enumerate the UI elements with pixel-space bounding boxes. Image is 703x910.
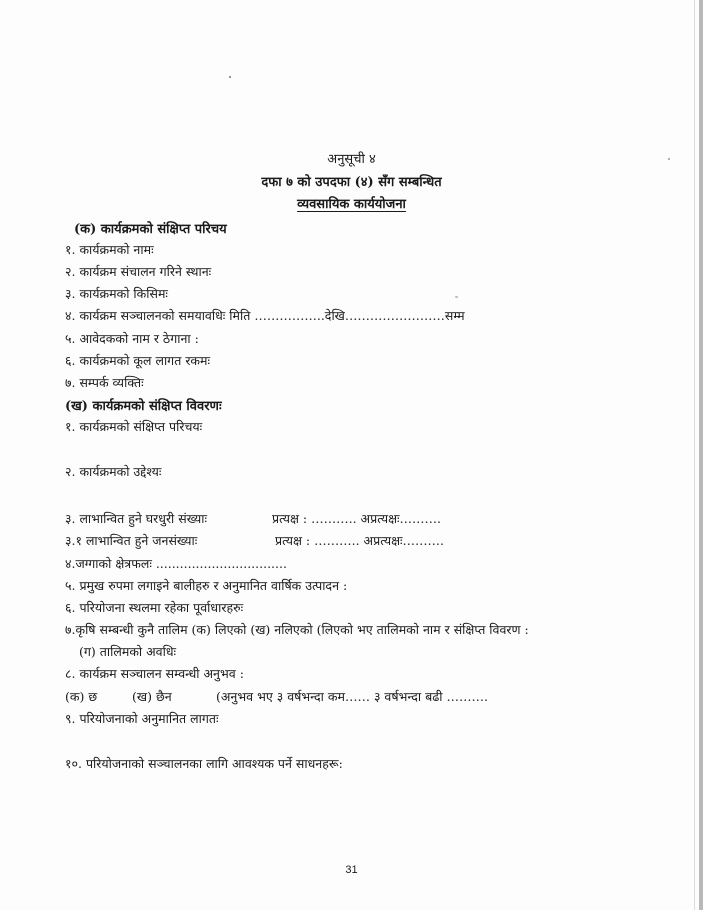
- section-reference: दफा ७ को उपदफा (४) सँग सम्बन्धित: [261, 175, 442, 190]
- section-kha-item-4: ४.जग्गाको क्षेत्रफलः .................................: [65, 556, 287, 571]
- schedule-heading: अनुसूची ४: [327, 152, 376, 167]
- document-title-text: व्यवसायिक कार्ययोजना: [297, 197, 406, 212]
- beneficiary-households-values: प्रत्यक्ष : ……….. अप्रत्यक्षः……….: [272, 511, 442, 526]
- scan-speck: [455, 296, 458, 298]
- section-kha-item-1: १. कार्यक्रमको संक्षिप्त परिचयः: [65, 419, 203, 434]
- section-kha-heading: (ख) कार्यक्रमको संक्षिप्त विवरणः: [65, 399, 222, 414]
- section-ka-item-4: ४. कार्यक्रम सञ्चालनको समयावधिः मिति ……………..देखि……………………सम्म: [65, 308, 465, 323]
- document-title: [0, 194, 703, 212]
- section-ka-item-6: ६. कार्यक्रमको कूल लागत रकमः: [65, 353, 211, 368]
- section-kha-item-10: १०. परियोजनाको सञ्चालनका लागि आवश्यक पर्ने साधनहरू:: [65, 756, 343, 771]
- section-kha-item-2: २. कार्यक्रमको उद्देश्यः: [65, 464, 162, 479]
- beneficiary-population-values: प्रत्यक्ष : ……….. अप्रत्यक्षः……….: [275, 533, 445, 548]
- training-duration: (ग) तालिमको अवधिः: [79, 644, 177, 659]
- page-number: 31: [345, 864, 358, 876]
- section-ka-item-1: १. कार्यक्रमको नामः: [65, 242, 154, 257]
- section-ka-item-5: ५. आवेदकको नाम र ठेगाना :: [65, 331, 199, 346]
- section-kha-item-6: ६. परियोजना स्थलमा रहेका पूर्वाधारहरुः: [65, 600, 244, 615]
- section-ka-item-2: २. कार्यक्रम संचालन गरिने स्थानः: [65, 264, 212, 279]
- experience-option-no: (ख) छैन: [132, 689, 172, 704]
- section-ka-item-3: ३. कार्यक्रमको किसिमः: [65, 286, 168, 301]
- scan-speck: [229, 76, 231, 78]
- experience-detail: (अनुभव भए ३ वर्षभन्दा कम…… ३ वर्षभन्दा बढी ……….: [216, 689, 488, 704]
- section-ka-heading: (क) कार्यक्रमको संक्षिप्त परिचय: [74, 222, 227, 237]
- scan-edge-line: [694, 0, 695, 910]
- scan-edge: [699, 0, 703, 910]
- section-kha-item-5: ५. प्रमुख रुपमा लगाइने बालीहरु र अनुमानित वार्षिक उत्पादन :: [65, 578, 348, 593]
- section-ka-item-7: ७. सम्पर्क व्यक्तिः: [65, 375, 144, 390]
- experience-option-yes: (क) छ: [65, 689, 98, 704]
- section-kha-item-8: ८. कार्यक्रम सञ्चालन सम्वन्धी अनुभव :: [65, 666, 244, 681]
- beneficiary-households-label: ३. लाभान्वित हुने घरधुरी संख्याः: [65, 511, 208, 526]
- section-kha-item-7: ७.कृषि सम्बन्धी कुनै तालिम (क) लिएको (ख) नलिएको (लिएको भए तालिमको नाम र संक्षिप्त विवरण :: [65, 622, 529, 637]
- beneficiary-population-label: ३.१ लाभान्वित हुने जनसंख्याः: [65, 533, 198, 548]
- section-kha-item-9: ९. परियोजनाको अनुमानित लागतः: [65, 711, 219, 726]
